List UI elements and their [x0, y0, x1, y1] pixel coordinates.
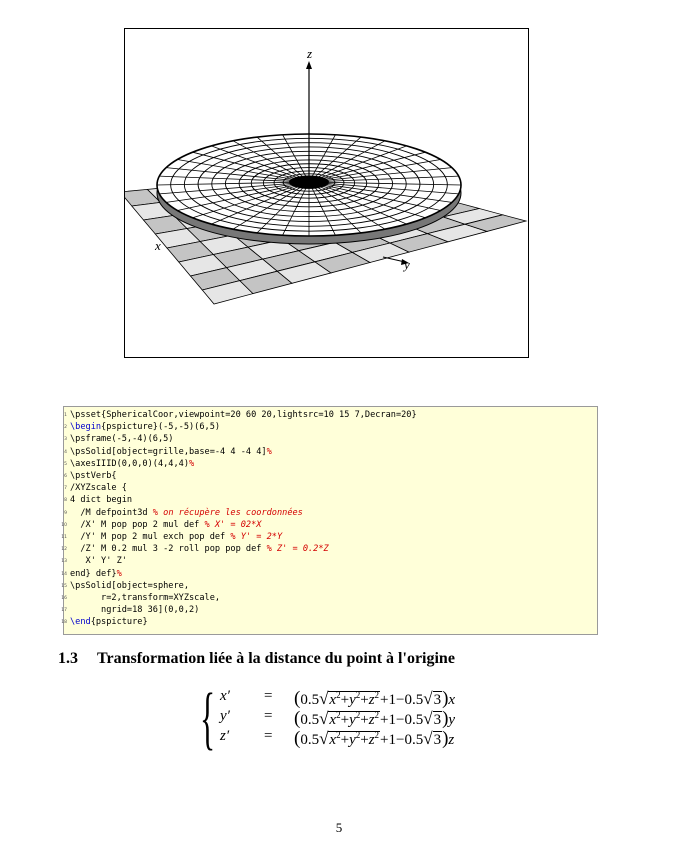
constant-three: 3 [433, 712, 442, 728]
coefficient-half: 0.5 [404, 732, 424, 748]
coefficient-half: 0.5 [404, 692, 424, 708]
prime-mark: ′ [226, 688, 230, 704]
equation-lhs [220, 708, 230, 725]
constant-one: 1 [388, 732, 397, 748]
z-axis-arrow [306, 61, 312, 69]
equation-lhs [220, 728, 229, 745]
plus-sign: + [360, 712, 369, 728]
open-paren: ( [294, 708, 301, 729]
var-z: z [368, 712, 375, 728]
code-text [70, 617, 148, 628]
radicand [328, 711, 380, 728]
code-segment: /XYZscale { [70, 483, 127, 494]
code-text [70, 593, 220, 604]
code-line [61, 617, 594, 628]
code-segment: /Y' M pop 2 mul exch pop def [70, 532, 231, 542]
code-text [70, 532, 282, 543]
line-number: 15 [61, 583, 67, 589]
var-z: z [368, 732, 375, 748]
code-line [64, 422, 594, 433]
minus-sign: − [396, 732, 405, 748]
plus-sign: + [340, 692, 350, 708]
ellipsoid-figure [125, 29, 530, 359]
code-segment: end} def} [70, 568, 117, 579]
code-segment: {pspicture}(-5,-5)(6,5) [101, 422, 221, 433]
radicand-three [433, 711, 443, 728]
code-segment: r=2,transform=XYZscale, [70, 593, 221, 603]
code-comment: % Y' = 2*Y [230, 532, 283, 542]
equation-rhs [294, 708, 455, 730]
line-number: 14 [61, 571, 67, 577]
line-number: 10 [61, 522, 67, 528]
section-title: Transformation liée à la distance du point à l'origine [97, 650, 455, 667]
line-number: 4 [64, 449, 67, 455]
plus-sign: + [360, 732, 369, 748]
plus-sign: + [380, 712, 389, 728]
exponent: 2 [355, 690, 361, 700]
code-segment: /X' M pop pop 2 mul def [70, 519, 205, 530]
sqrt-sign: √ [423, 709, 433, 728]
constant-one: 1 [388, 692, 397, 708]
radicand-three [433, 691, 443, 708]
exponent: 2 [355, 730, 361, 740]
code-segment: X' Y' Z' [70, 556, 127, 567]
code-line [61, 568, 594, 580]
var-x: x [329, 712, 337, 728]
code-segment: 4 dict begin [70, 495, 133, 506]
line-number: 16 [61, 596, 67, 601]
constant-one: 1 [388, 712, 397, 728]
section-heading [58, 650, 455, 668]
code-line [64, 508, 594, 519]
close-paren: ) [442, 728, 449, 749]
code-line [61, 544, 594, 555]
exponent: 2 [355, 710, 361, 720]
line-number: 8 [64, 498, 67, 504]
section-number: 1.3 [58, 650, 78, 667]
code-line [64, 410, 594, 421]
sqrt-sign: √ [319, 689, 329, 708]
close-paren: ) [442, 688, 449, 709]
code-text [70, 520, 261, 531]
code-line [64, 495, 594, 506]
code-comment: % [189, 458, 195, 469]
var-z: z [368, 692, 375, 708]
code-text [70, 459, 194, 470]
radicand [328, 691, 380, 708]
sqrt-sign: √ [423, 689, 433, 708]
plus-sign: + [380, 692, 389, 708]
sqrt-sign: √ [319, 729, 329, 748]
code-segment: \axesIIID(0,0,0)(4,4,4) [70, 458, 189, 469]
sqrt-sign: √ [423, 729, 433, 748]
radicand [328, 731, 380, 748]
code-text [70, 483, 127, 494]
line-number: 5 [64, 461, 67, 467]
code-text [70, 544, 329, 555]
var-y: y [349, 692, 356, 708]
equation-lhs [220, 688, 230, 705]
line-number: 6 [64, 474, 67, 479]
close-paren: ) [442, 708, 449, 729]
code-text [70, 508, 303, 519]
open-paren: ( [294, 728, 301, 749]
equation-rhs [294, 688, 455, 710]
constant-three: 3 [433, 692, 442, 708]
line-number: 7 [64, 486, 67, 492]
code-text [70, 605, 199, 616]
code-text [70, 434, 173, 445]
code-text [70, 471, 117, 482]
code-line [61, 532, 594, 543]
var-y: y [349, 732, 356, 748]
left-brace: { [200, 680, 216, 757]
code-segment: /M defpoint3d [70, 507, 153, 518]
code-line [64, 434, 594, 445]
code-comment: % X' = 02*X [204, 519, 262, 530]
z-axis-label: z [307, 46, 313, 61]
line-number: 9 [64, 510, 67, 516]
plus-sign: + [340, 712, 350, 728]
prime-mark: ′ [225, 728, 230, 744]
code-line [61, 593, 594, 604]
x-axis-label: x [155, 238, 161, 253]
code-listing [63, 406, 598, 635]
code-line [61, 605, 594, 616]
code-text [70, 422, 220, 433]
equals-sign: = [264, 688, 273, 704]
code-line [61, 556, 594, 567]
code-line [64, 471, 594, 482]
exponent: 2 [336, 690, 341, 700]
var-x: x [329, 732, 337, 748]
equals-sign: = [264, 708, 273, 724]
exponent: 2 [336, 710, 341, 720]
exponent: 2 [336, 730, 341, 740]
sqrt-sign: √ [319, 709, 329, 728]
code-segment: ngrid=18 36](0,0,2) [70, 605, 200, 616]
code-text [70, 581, 189, 592]
plus-sign: + [380, 732, 389, 748]
lhs-variable: y [220, 708, 227, 724]
coefficient-half: 0.5 [404, 712, 424, 728]
equals-sign: = [264, 728, 273, 744]
code-comment: % Z' = 0.2*Z [266, 544, 329, 555]
code-line [64, 447, 594, 458]
radicand-three [433, 731, 443, 748]
prime-mark: ′ [226, 708, 230, 724]
code-text [70, 556, 127, 567]
code-comment: % [266, 446, 272, 457]
code-segment: /Z' M 0.2 mul 3 -2 roll pop pop def [70, 544, 267, 555]
var-y: y [349, 712, 356, 728]
code-segment: \psset{SphericalCoor,viewpoint=20 60 20,lightsrc=10 15 7,Decran=20} [70, 410, 417, 420]
line-number: 3 [64, 437, 67, 443]
code-comment: % [116, 568, 122, 579]
code-text [70, 410, 417, 421]
constant-three: 3 [433, 732, 442, 748]
trailing-variable: z [448, 732, 455, 748]
lhs-variable: z [220, 728, 226, 744]
exponent: 2 [374, 730, 380, 740]
figure-frame [124, 28, 529, 358]
code-keyword: \end [70, 617, 91, 628]
coefficient: 0.5 [300, 692, 320, 708]
line-number: 12 [61, 547, 67, 553]
code-text [70, 447, 272, 458]
coefficient: 0.5 [300, 732, 320, 748]
page-number: 5 [335, 820, 343, 835]
line-number: 11 [61, 535, 67, 540]
code-line [61, 519, 594, 531]
code-line [64, 459, 594, 470]
exponent: 2 [374, 710, 380, 720]
line-number: 1 [64, 413, 67, 418]
equation-rhs [294, 728, 454, 750]
line-number: 18 [61, 620, 67, 626]
trailing-variable: y [448, 712, 456, 728]
open-paren: ( [294, 688, 301, 709]
code-segment: \pstVerb{ [70, 471, 117, 481]
code-text [70, 495, 132, 506]
code-segment: \psframe(-5,-4)(6,5) [70, 434, 174, 445]
code-text [70, 569, 122, 580]
code-keyword: \begin [70, 422, 102, 433]
coefficient: 0.5 [300, 712, 320, 728]
minus-sign: − [396, 692, 405, 708]
code-segment: {pspicture} [90, 617, 148, 628]
code-line [61, 580, 594, 592]
plus-sign: + [340, 732, 350, 748]
trailing-variable: x [448, 692, 456, 708]
plus-sign: + [360, 692, 369, 708]
code-line [64, 483, 594, 494]
var-x: x [329, 692, 337, 708]
line-number: 17 [61, 608, 67, 614]
minus-sign: − [396, 712, 405, 728]
lhs-variable: x [220, 688, 227, 704]
code-segment: \psSolid[object=sphere, [70, 580, 189, 591]
exponent: 2 [374, 690, 380, 700]
line-number: 2 [64, 425, 67, 431]
line-number: 13 [61, 559, 67, 565]
code-comment: % on récupère les coordonnées [152, 507, 303, 518]
y-axis-label: y [404, 257, 410, 272]
code-segment: \psSolid[object=grille,base=-4 4 -4 4] [70, 446, 267, 457]
